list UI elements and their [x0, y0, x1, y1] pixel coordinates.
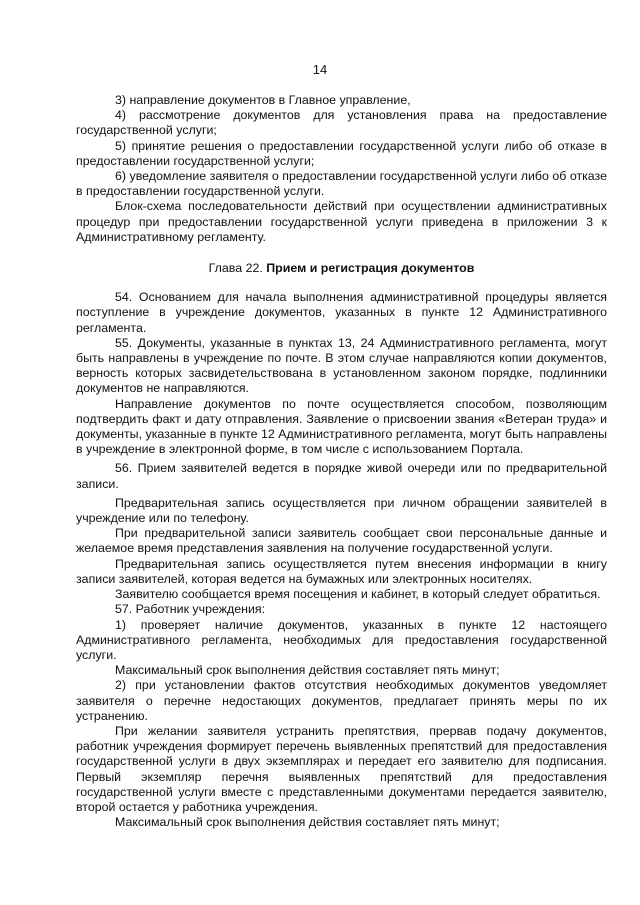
chapter-title: Прием и регистрация документов	[266, 261, 475, 276]
page-number: 14	[312, 62, 328, 77]
chapter-heading	[76, 261, 607, 276]
paragraph: 55. Документы, указанные в пунктах 13, 24 Административного регламента, могут быть направлены в учреждение по почте. В этом случае направляются копии документов, верность которых засвидетельствована в установленном законом порядке, подлинники документов не направляются.	[76, 335, 607, 396]
document-body	[76, 93, 607, 830]
paragraph: 4) рассмотрение документов для установления права на предоставление государственной услуги;	[76, 108, 607, 138]
paragraph: 2) при установлении фактов отсутствия необходимых документов уведомляет заявителя о перечне недостающих документов, предлагает принять меры по их устранению.	[76, 678, 607, 723]
paragraph: 56. Прием заявителей ведется в порядке живой очереди или по предварительной записи.	[76, 461, 607, 491]
paragraph: 57. Работник учреждения:	[115, 602, 266, 617]
paragraph: Максимальный срок выполнения действия составляет пять минут;	[115, 815, 500, 830]
paragraph: Максимальный срок выполнения действия составляет пять минут;	[115, 663, 500, 678]
paragraph: 1) проверяет наличие документов, указанных в пункте 12 настоящего Административного регламента, необходимых для предоставления государственной услуги.	[76, 617, 607, 662]
paragraph: Заявителю сообщается время посещения и кабинет, в который следует обратиться.	[115, 587, 601, 602]
paragraph: При желании заявителя устранить препятствия, прервав подачу документов, работник учреждения формирует перечень выявленных препятствий для предоставления государственной услуги в двух экземплярах и передает его заявителю для подписания. Первый экземпляр перечня выявленных препятствий для предоставления государственной услуги вместе с представленными документами передается заявителю, второй остается у работника учреждения.	[76, 723, 607, 814]
paragraph: 3) направление документов в Главное управление,	[115, 93, 411, 107]
paragraph: 6) уведомление заявителя о предоставлении государственной услуги либо об отказе в предоставлении государственной услуги.	[76, 169, 607, 199]
paragraph: Предварительная запись осуществляется путем внесения информации в книгу записи заявителей, которая ведется на бумажных или электронных носителях.	[76, 556, 607, 586]
paragraph: Направление документов по почте осуществляется способом, позволяющим подтвердить факт и дату отправления. Заявление о присвоении звания «Ветеран труда» и документы, указанные в пункте 12 Административного регламента, могут быть направлены в учреждение в электронной форме, в том числе с использованием Портала.	[76, 396, 607, 457]
chapter-prefix: Глава 22.	[208, 261, 267, 276]
paragraph: Предварительная запись осуществляется при личном обращении заявителей в учреждение или по телефону.	[76, 495, 607, 526]
paragraph: Блок-схема последовательности действий при осуществлении административных процедур при предоставлении государственной услуги приведена в приложении 3 к Административному регламенту.	[76, 199, 607, 244]
paragraph: 54. Основанием для начала выполнения административной процедуры является поступление в учреждение документов, указанных в пункте 12 Административного регламента.	[76, 290, 607, 335]
paragraph: При предварительной записи заявитель сообщает свои персональные данные и желаемое время представления заявления на получение государственной услуги.	[76, 526, 607, 556]
paragraph: 5) принятие решения о предоставлении государственной услуги либо об отказе в предоставлении государственной услуги;	[76, 138, 607, 168]
